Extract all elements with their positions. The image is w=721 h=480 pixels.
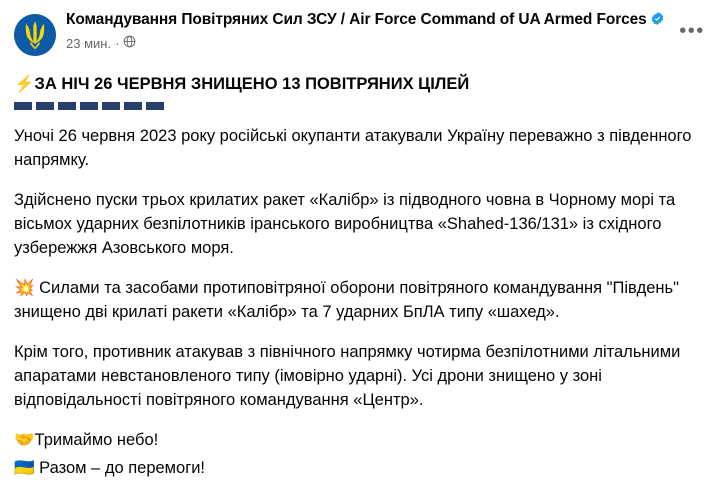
divider-dash <box>124 102 142 110</box>
post-paragraph: Крім того, противник атакував з північного напрямку чотирма безпілотними літальними апаратами невстановленого типу (імовірно ударні). Усі дрони знищено у зоні відповідальності повітряного командування «Центр». <box>14 343 681 409</box>
divider-dash <box>58 102 76 110</box>
post-closing-line: 🤝Тримаймо небо! <box>14 431 159 449</box>
verified-badge-icon <box>650 11 665 32</box>
divider-dash <box>102 102 120 110</box>
post-meta <box>66 35 667 52</box>
tryzub-emblem-avatar[interactable] <box>14 14 56 56</box>
post-paragraph: Здійснено пуски трьох крилатих ракет «Калібр» із підводного човна в Чорному морі та вісьмох ударних безпілотників іранського виробництва «Shahed-136/131» із східного узбережжя Азовського моря. <box>14 191 676 257</box>
divider-dash <box>14 102 32 110</box>
post-timestamp[interactable]: 23 мин. <box>66 35 112 51</box>
post-header <box>0 0 721 56</box>
post-closing-line: 🇺🇦 Разом – до перемоги! <box>14 459 206 477</box>
page-name-label: Командування Повітряних Сил ЗСУ / Air Force Command of UA Armed Forces <box>66 11 647 28</box>
page-name[interactable] <box>66 10 667 32</box>
post-body <box>0 56 721 480</box>
divider-dash <box>80 102 98 110</box>
post-headline: ⚡ЗА НІЧ 26 ЧЕРВНЯ ЗНИЩЕНО 13 ПОВІТРЯНИХ ЦІЛЕЙ <box>14 75 470 93</box>
post-paragraph: 💥 Силами та засобами протиповітряної оборони повітряного командування "Південь" знищено дві крилаті ракети «Калібр» та 7 ударних БпЛА типу «шахед». <box>14 279 679 321</box>
post-options-button[interactable]: ••• <box>679 20 705 42</box>
globe-icon[interactable] <box>123 35 136 52</box>
meta-separator: · <box>115 35 120 51</box>
divider-dash <box>36 102 54 110</box>
decorative-divider <box>14 102 707 110</box>
post-paragraph: Уночі 26 червня 2023 року російські окупанти атакували Україну переважно з південного напрямку. <box>14 127 692 169</box>
post-header-text <box>66 10 707 52</box>
divider-dash <box>146 102 164 110</box>
